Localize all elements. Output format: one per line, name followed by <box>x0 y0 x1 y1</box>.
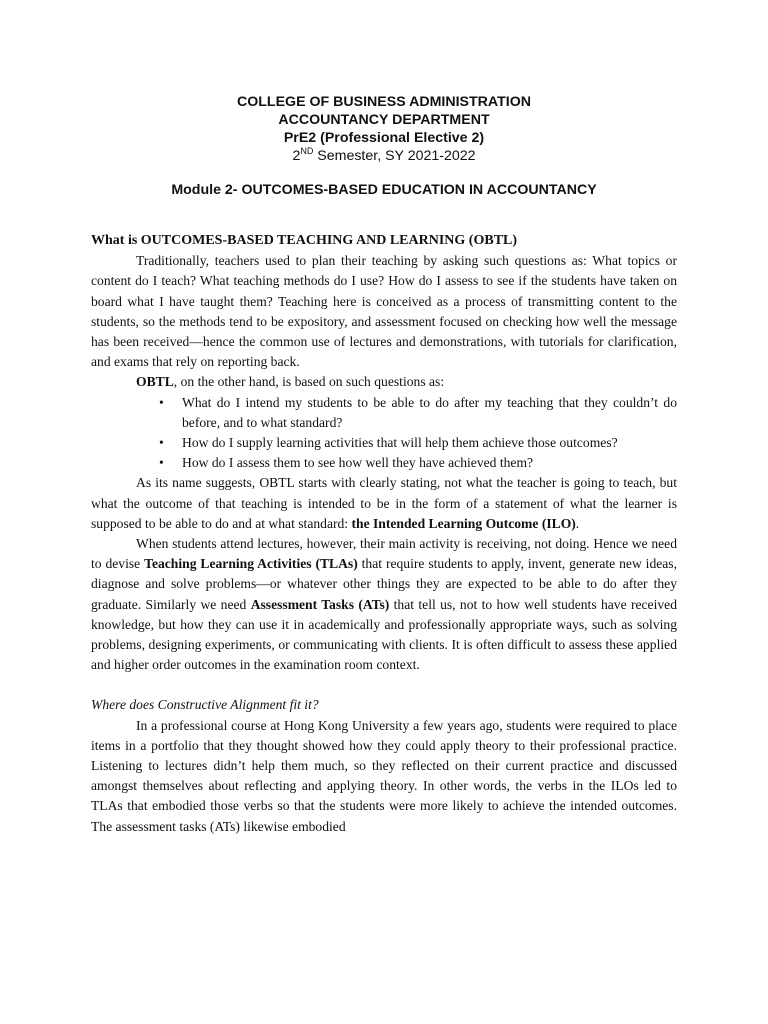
list-item-text: How do I supply learning activities that will help them achieve those outcomes? <box>182 435 618 451</box>
tla-text-2: that require students to apply, invent, generate new ideas, diagnose and solve problems—or whatever other things they are expected to be able to do after they graduate. Similarly we need <box>91 556 677 612</box>
semester-line <box>91 147 677 165</box>
paragraph-hong-kong: In a professional course at Hong Kong University a few years ago, students were required to place items in a portfolio that they thought showed how they could apply theory to their professional practice. Listening to lectures didn’t help them much, so they reflected on their current practice and discussed amongst themselves about reflecting and applying theory. In other words, the verbs in the ILOs led to TLAs that embodied those verbs so that the students were more likely to achieve the intended outcomes. The assessment tasks (ATs) likewise embodied <box>91 717 677 834</box>
bullet-icon: • <box>159 435 164 451</box>
ilo-term: the Intended Learning Outcome (ILO) <box>351 515 576 531</box>
document-header <box>91 93 677 165</box>
paragraph-obtl-intro <box>91 372 677 392</box>
ilo-text: As its name suggests, OBTL starts with clearly stating, not what the teacher is going to teach, but what the outcome of that teaching is intended to be in the form of a statement of what the learner is supposed to be able to do and at what standard: <box>91 475 677 531</box>
semester-ordinal: ND <box>300 146 314 156</box>
at-term: Assessment Tasks (ATs) <box>250 596 390 612</box>
department-name: ACCOUNTANCY DEPARTMENT <box>278 112 490 128</box>
ilo-period: . <box>575 515 580 531</box>
tla-text-3: that tell us, not to how well students have received knowledge, but how they can use it in academically and professionally appropriate ways, such as solving problems, designing experiments, or communicating with clients. It is often difficult to assess these applied and higher order outcomes in the examination room context. <box>91 596 677 673</box>
semester-text: Semester, SY 2021-2022 <box>313 148 476 164</box>
tla-term: Teaching Learning Activities (TLAs) <box>144 556 358 572</box>
paragraph-tlas-ats <box>91 534 677 675</box>
list-item <box>91 393 677 433</box>
bullet-icon: • <box>159 394 164 410</box>
obtl-term: OBTL <box>136 374 174 390</box>
obtl-intro-text: , on the other hand, is based on such questions as: <box>173 374 445 390</box>
obtl-questions-list <box>91 393 677 474</box>
paragraph-traditional: Traditionally, teachers used to plan their teaching by asking such questions as: What topics or content do I teach? What teaching methods do I use? How do I assess to see if the students have taken on board what I have taught them? Teaching here is conceived as a process of transmitting content to the students, so the methods tend to be expository, and assessment focused on checking how well the message has been received—hence the common use of lectures and demonstrations, with tutorials for clarification, and exams that rely on reporting back. <box>91 253 677 370</box>
constructive-alignment-heading: Where does Constructive Alignment fit it? <box>91 697 319 713</box>
module-title: Module 2- OUTCOMES-BASED EDUCATION IN ACCOUNTANCY <box>171 182 597 198</box>
list-item-text: What do I intend my students to be able to do after my teaching that they couldn’t do before, and to what standard? <box>182 394 677 430</box>
list-item <box>91 433 677 453</box>
semester-number: 2 <box>292 148 301 164</box>
paragraph-ilo <box>91 473 677 534</box>
list-item <box>91 453 677 473</box>
list-item-text: How do I assess them to see how well they have achieved them? <box>182 455 534 471</box>
course-name: PrE2 (Professional Elective 2) <box>283 130 485 146</box>
tla-text-1: When students attend lectures, however, their main activity is receiving, not doing. Hence we need to devise <box>91 536 677 572</box>
college-name: COLLEGE OF BUSINESS ADMINISTRATION <box>236 94 531 110</box>
bullet-icon: • <box>159 455 164 471</box>
section-heading: What is OUTCOMES-BASED TEACHING AND LEARNING (OBTL) <box>91 233 518 248</box>
